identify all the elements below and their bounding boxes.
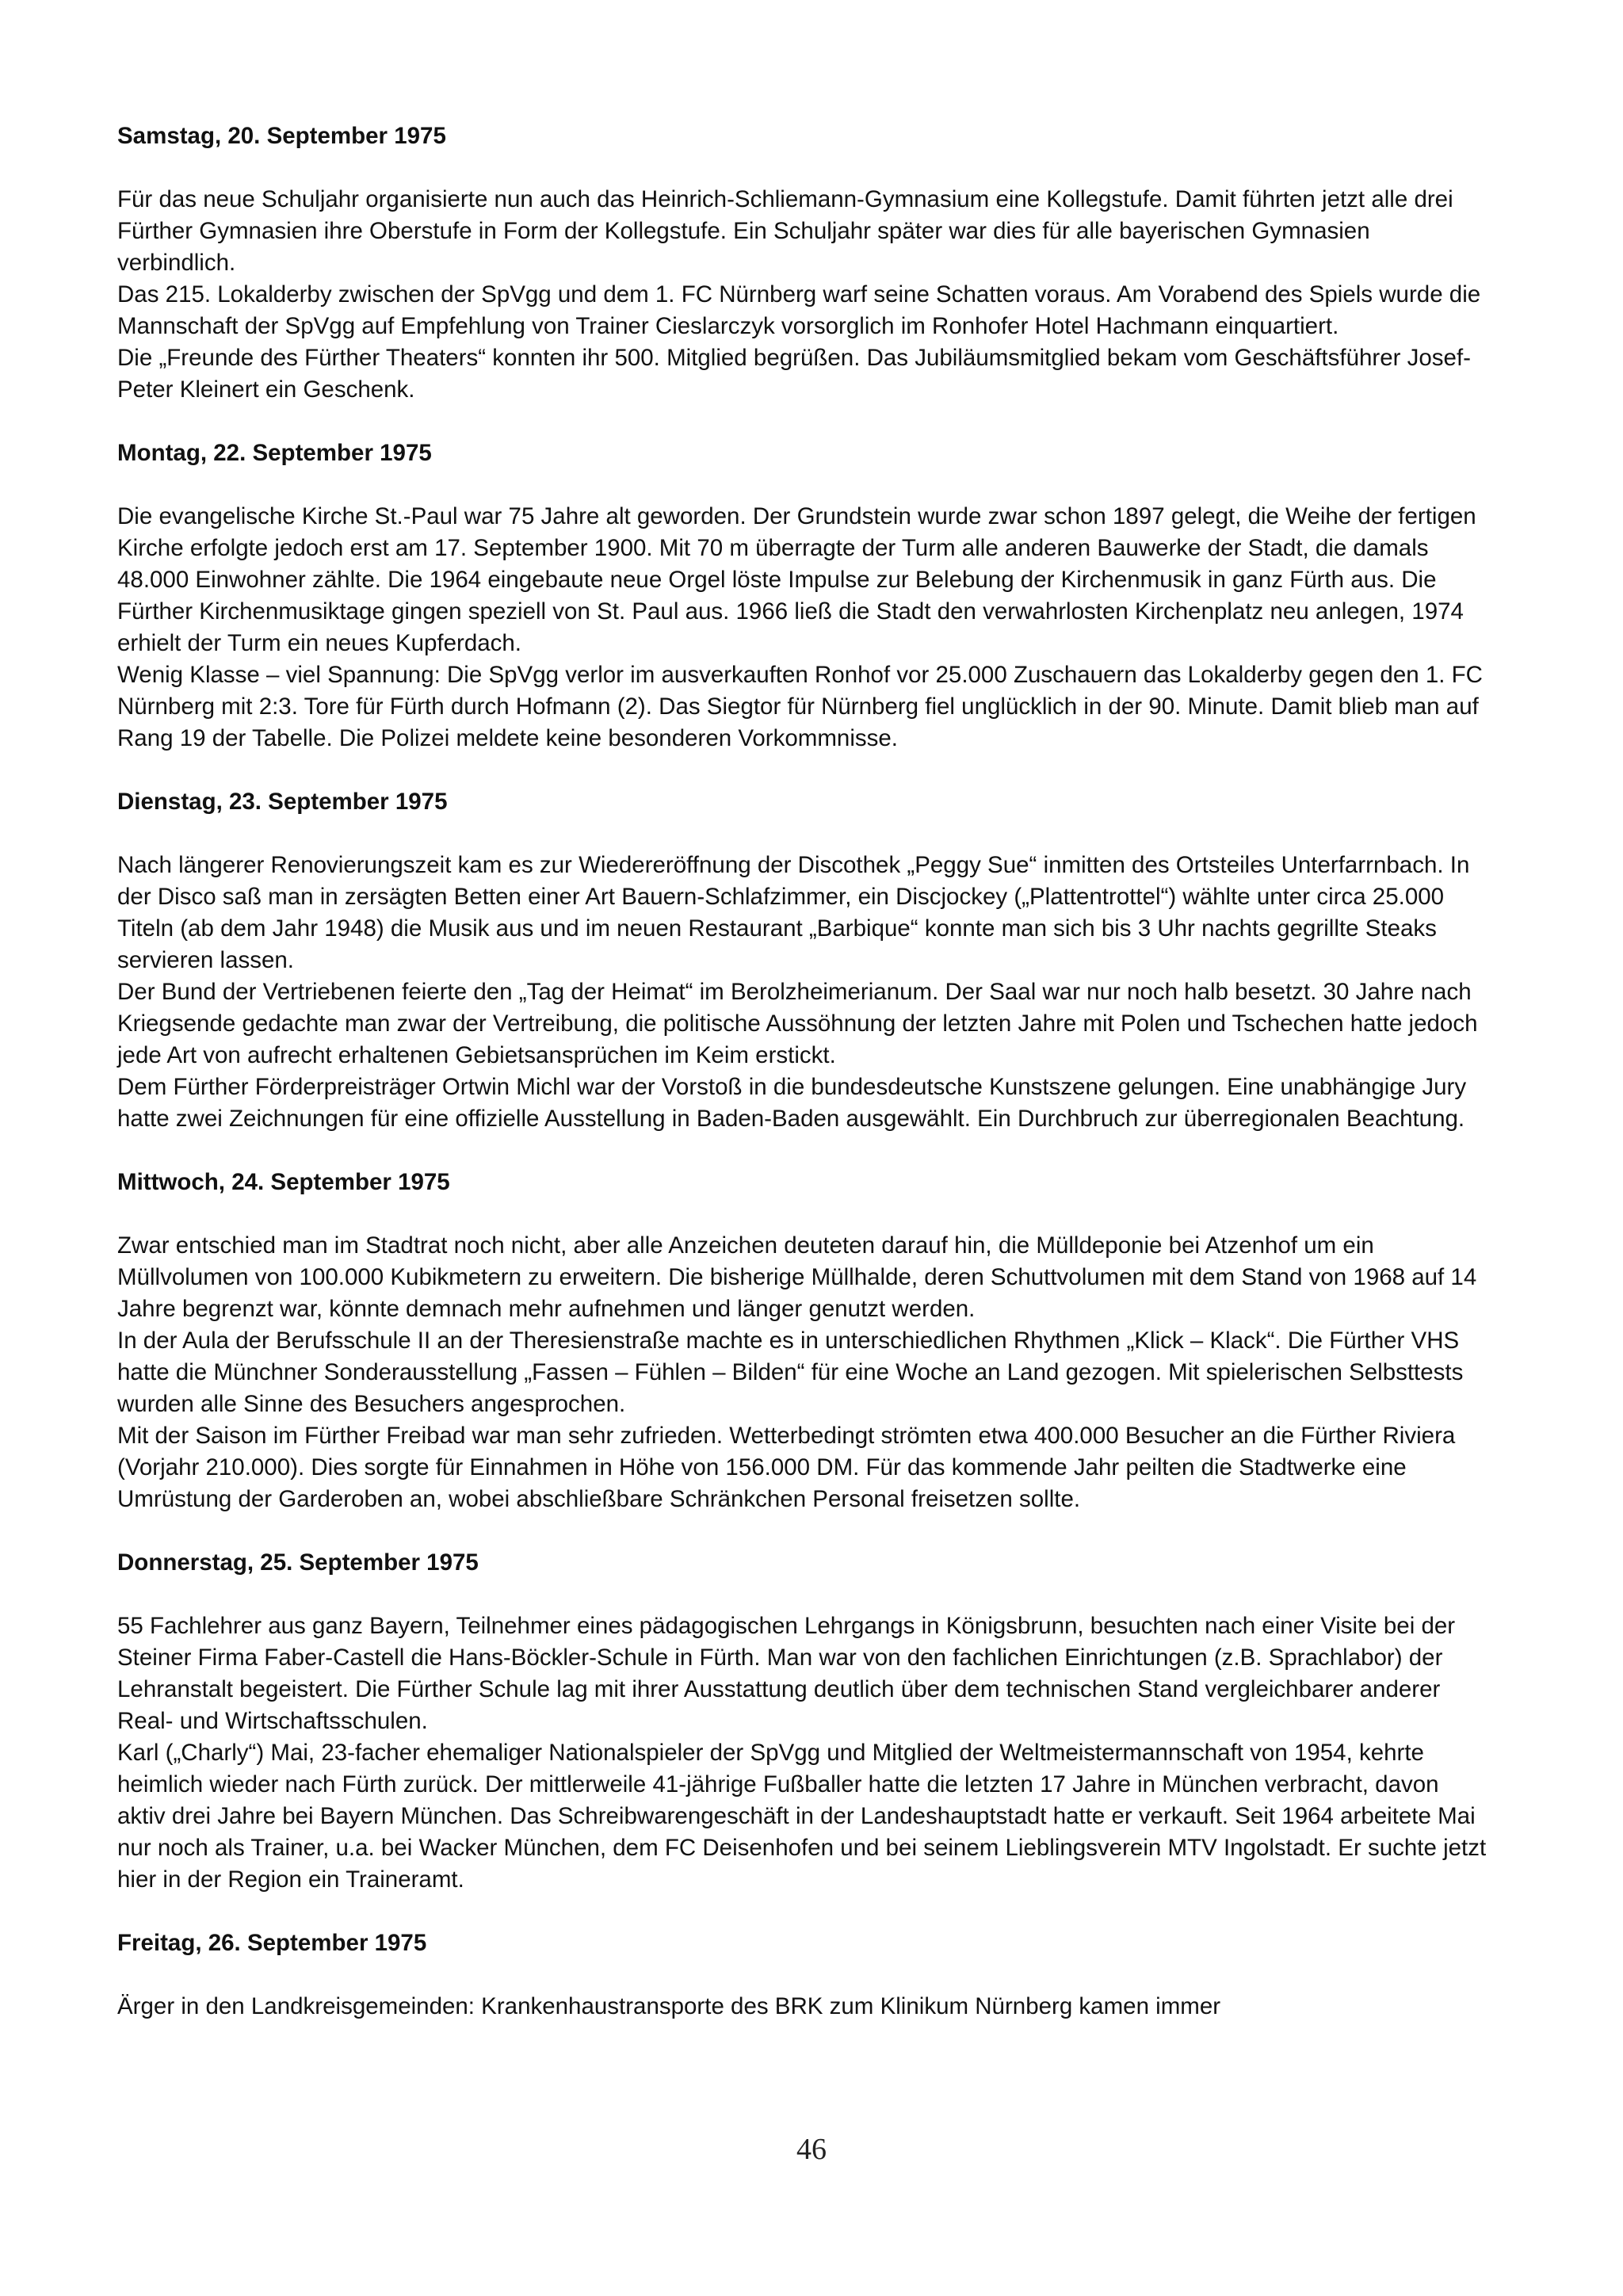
entry-date-heading: Dienstag, 23. September 1975 <box>117 789 448 815</box>
entry-date-heading: Freitag, 26. September 1975 <box>117 1930 427 1956</box>
document-page <box>117 120 1488 2054</box>
entry-freitag-26-september <box>117 1927 1488 2023</box>
page-number: 46 <box>796 2133 827 2166</box>
entry-date-heading: Samstag, 20. September 1975 <box>117 123 446 149</box>
paragraph: Ärger in den Landkreisgemeinden: Krankenhaustransporte des BRK zum Klinikum Nürnberg kamen immer <box>117 1993 1221 2019</box>
paragraph: Mit der Saison im Fürther Freibad war man sehr zufrieden. Wetterbedingt strömten etwa 400.000 Besucher an die Fürther Riviera (Vorjahr 210.000). Dies sorgte für Einnahmen in Höhe von 156.000 DM. Für das kommende Jahr peilten die Stadtwerke eine Umrüstung der Garderoben an, wobei abschließbare Schränkchen Personal freisetzen sollte. <box>117 1423 1456 1512</box>
paragraph: Karl („Charly“) Mai, 23-facher ehemaliger Nationalspieler der SpVgg und Mitglied der Weltmeistermannschaft von 1954, kehrte heimlich wieder nach Fürth zurück. Der mittlerweile 41-jährige Fußballer hatte die letzten 17 Jahre in München verbracht, davon aktiv drei Jahre bei Bayern München. Das Schreibwarengeschäft in der Landeshauptstadt hatte er verkauft. Seit 1964 arbeitete Mai nur noch als Trainer, u.a. bei Wacker München, dem FC Deisenhofen und bei seinem Lieblingsverein MTV Ingolstadt. Er suchte jetzt hier in der Region ein Traineramt. <box>117 1740 1487 1893</box>
paragraph: 55 Fachlehrer aus ganz Bayern, Teilnehmer eines pädagogischen Lehrgangs in Königsbrunn, besuchten nach einer Visite bei der Steiner Firma Faber-Castell die Hans-Böckler-Schule in Fürth. Man war von den fachlichen Einrichtungen (z.B. Sprachlabor) der Lehranstalt begeistert. Die Fürther Schule lag mit ihrer Ausstattung deutlich über dem technischen Stand vergleichbarer anderer Real- und Wirtschaftsschulen. <box>117 1613 1456 1734</box>
entry-mittwoch-24-september <box>117 1167 1488 1515</box>
paragraph: Die evangelische Kirche St.-Paul war 75 Jahre alt geworden. Der Grundstein wurde zwar schon 1897 gelegt, die Weihe der fertigen Kirche erfolgte jedoch erst am 17. September 1900. Mit 70 m überragte der Turm alle anderen Bauwerke der Stadt, die damals 48.000 Einwohner zählte. Die 1964 eingebaute neue Orgel löste Impulse zur Belebung der Kirchenmusik in ganz Fürth aus. Die Fürther Kirchenmusiktage gingen speziell von St. Paul aus. 1966 ließ die Stadt den verwahrlosten Kirchenplatz neu anlegen, 1974 erhielt der Turm ein neues Kupferdach. <box>117 503 1476 656</box>
paragraph: Zwar entschied man im Stadtrat noch nicht, aber alle Anzeichen deuteten darauf hin, die Mülldeponie bei Atzenhof um ein Müllvolumen von 100.000 Kubikmetern zu erweitern. Die bisherige Müllhalde, deren Schuttvolumen mit dem Stand von 1968 auf 14 Jahre begrenzt war, könnte demnach mehr aufnehmen und länger genutzt werden. <box>117 1232 1477 1322</box>
paragraph: In der Aula der Berufsschule II an der Theresienstraße machte es in unterschiedlichen Rhythmen „Klick – Klack“. Die Fürther VHS hatte die Münchner Sonderausstellung „Fassen – Fühlen – Bilden“ für eine Woche an Land gezogen. Mit spielerischen Selbsttests wurden alle Sinne des Besuchers angesprochen. <box>117 1328 1464 1417</box>
entry-donnerstag-25-september <box>117 1547 1488 1896</box>
entry-date-heading: Montag, 22. September 1975 <box>117 440 432 466</box>
entry-samstag-20-september <box>117 120 1488 406</box>
paragraph: Der Bund der Vertriebenen feierte den „Tag der Heimat“ im Berolzheimerianum. Der Saal war nur noch halb besetzt. 30 Jahre nach Kriegsende gedachte man zwar der Vertreibung, die politische Aussöhnung der letzten Jahre mit Polen und Tschechen hatte jedoch jede Art von aufrecht erhaltenen Gebietsansprüchen im Keim erstickt. <box>117 979 1478 1068</box>
paragraph: Dem Fürther Förderpreisträger Ortwin Michl war der Vorstoß in die bundesdeutsche Kunstszene gelungen. Eine unabhängige Jury hatte zwei Zeichnungen für eine offizielle Ausstellung in Baden-Baden ausgewählt. Ein Durchbruch zur überregionalen Beachtung. <box>117 1074 1467 1132</box>
paragraph: Wenig Klasse – viel Spannung: Die SpVgg verlor im ausverkauften Ronhof vor 25.000 Zuschauern das Lokalderby gegen den 1. FC Nürnberg mit 2:3. Tore für Fürth durch Hofmann (2). Das Siegtor für Nürnberg fiel unglücklich in der 90. Minute. Damit blieb man auf Rang 19 der Tabelle. Die Polizei meldete keine besonderen Vorkommnisse. <box>117 662 1483 751</box>
entry-date-heading: Mittwoch, 24. September 1975 <box>117 1169 450 1195</box>
entry-date-heading: Donnerstag, 25. September 1975 <box>117 1549 479 1576</box>
entry-montag-22-september <box>117 437 1488 755</box>
paragraph: Nach längerer Renovierungszeit kam es zur Wiedereröffnung der Discothek „Peggy Sue“ inmitten des Ortsteiles Unterfarrnbach. In der Disco saß man in zersägten Betten einer Art Bauern-Schlafzimmer, ein Discjockey („Plattentrottel“) wählte unter circa 25.000 Titeln (ab dem Jahr 1948) die Musik aus und im neuen Restaurant „Barbique“ konnte man sich bis 3 Uhr nachts gegrillte Steaks servieren lassen. <box>117 852 1470 973</box>
paragraph: Die „Freunde des Fürther Theaters“ konnten ihr 500. Mitglied begrüßen. Das Jubiläumsmitglied bekam vom Geschäftsführer Josef-Peter Kleinert ein Geschenk. <box>117 345 1471 403</box>
entry-dienstag-23-september <box>117 786 1488 1135</box>
paragraph: Für das neue Schuljahr organisierte nun auch das Heinrich-Schliemann-Gymnasium eine Kollegstufe. Damit führten jetzt alle drei Fürther Gymnasien ihre Oberstufe in Form der Kollegstufe. Ein Schuljahr später war dies für alle bayerischen Gymnasien verbindlich. <box>117 186 1453 276</box>
paragraph: Das 215. Lokalderby zwischen der SpVgg und dem 1. FC Nürnberg warf seine Schatten voraus. Am Vorabend des Spiels wurde die Mannschaft der SpVgg auf Empfehlung von Trainer Cieslarczyk vorsorglich im Ronhofer Hotel Hachmann einquartiert. <box>117 281 1481 339</box>
